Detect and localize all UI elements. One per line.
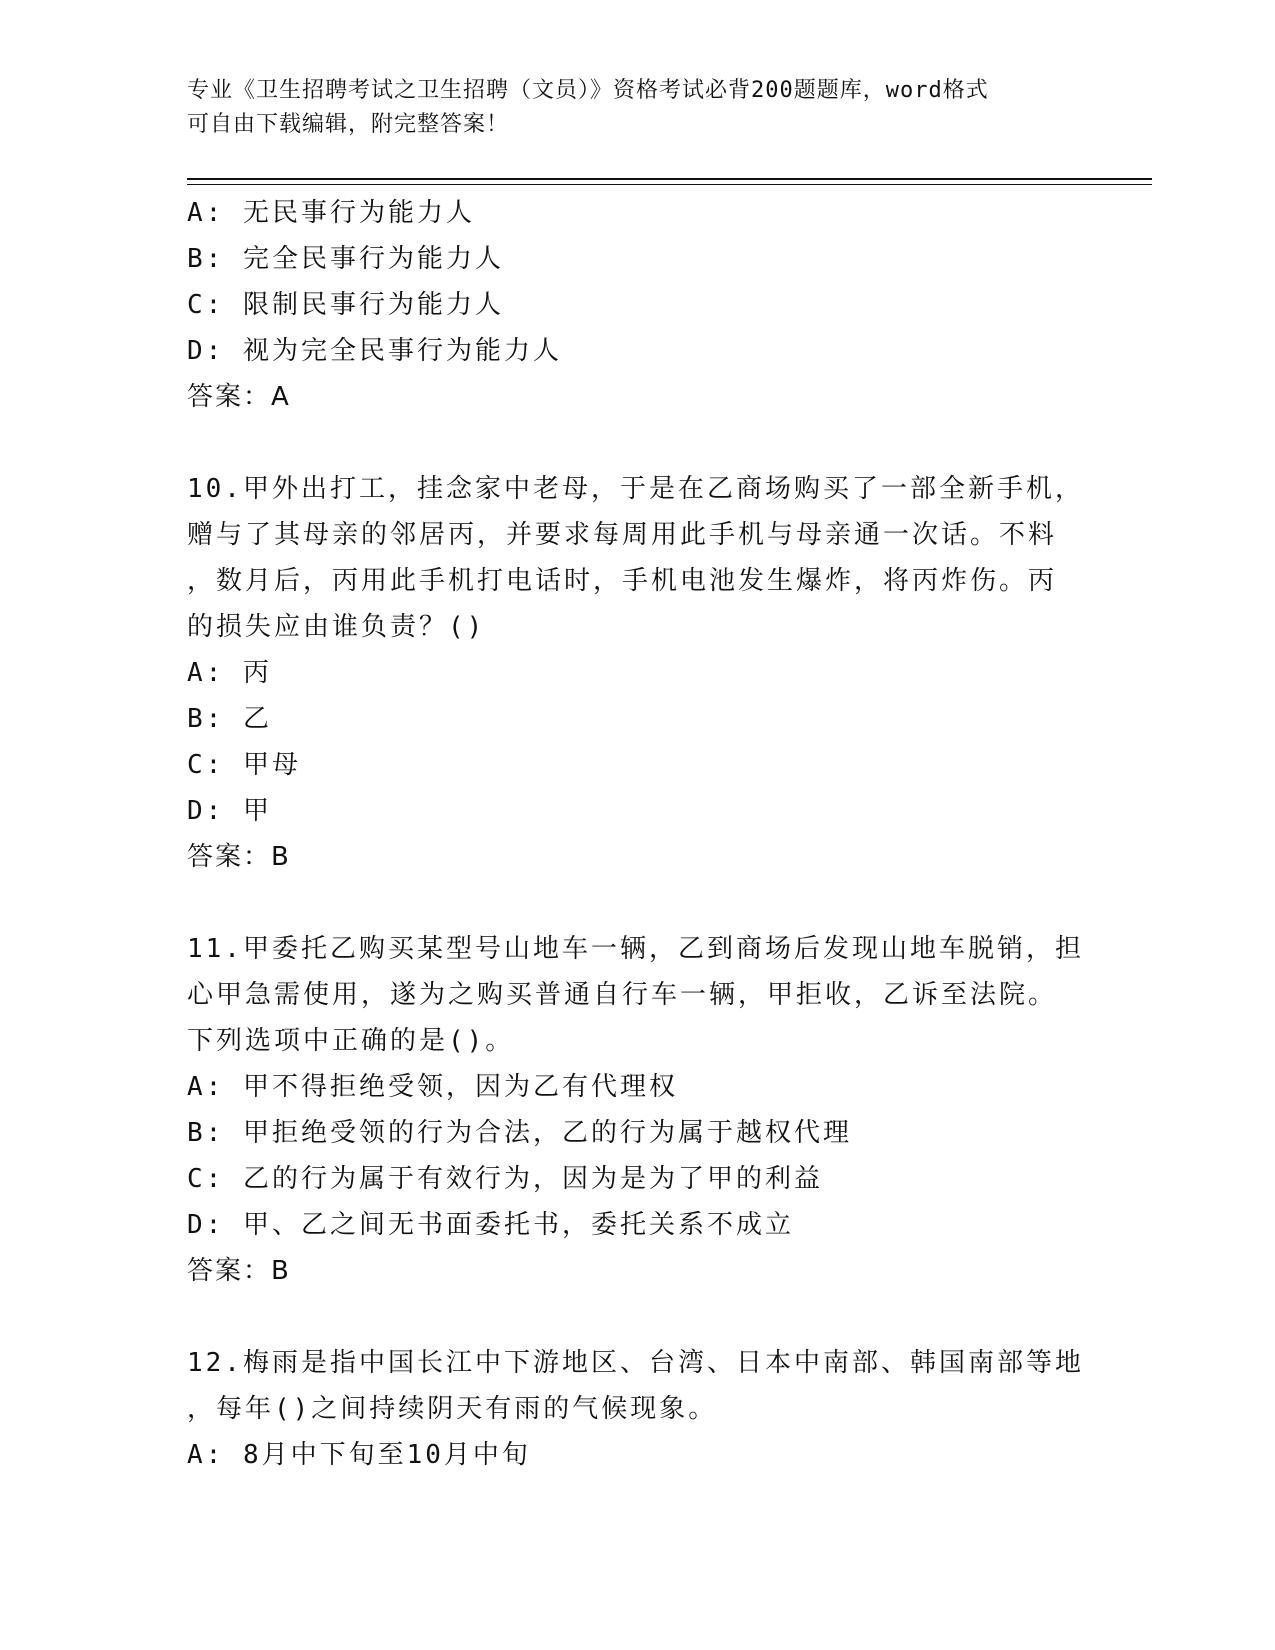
question-stem-line: 赠与了其母亲的邻居丙，并要求每周用此手机与母亲通一次话。不料 [187, 520, 1058, 550]
header-line-2: 可自由下载编辑，附完整答案！ [187, 112, 510, 137]
header-line-1: 专业《卫生招聘考试之卫生招聘（文员）》资格考试必背200题题库，word格式 [187, 78, 989, 103]
option-a: A: 8月中下旬至10月中旬 [187, 1440, 531, 1470]
option-a: A: 无民事行为能力人 [187, 198, 475, 228]
question-stem-line: 10.甲外出打工，挂念家中老母，于是在乙商场购买了一部全新手机， [187, 474, 1084, 504]
question-stem-line: 心甲急需使用，遂为之购买普通自行车一辆，甲拒收，乙诉至法院。 [187, 980, 1058, 1010]
header-rule-thick [187, 178, 1152, 180]
document-header [187, 74, 1087, 142]
question-12 [187, 1340, 1087, 1478]
question-stem-line: 下列选项中正确的是()。 [187, 1026, 515, 1056]
option-b: B: 完全民事行为能力人 [187, 244, 504, 274]
answer-label: 答案：B [187, 842, 291, 872]
question-list [187, 190, 1087, 1478]
option-d: D: 甲、乙之间无书面委托书，委托关系不成立 [187, 1210, 794, 1240]
question-stem-line: 的损失应由谁负责？() [187, 612, 486, 642]
question-stem-line: 11.甲委托乙购买某型号山地车一辆，乙到商场后发现山地车脱销，担 [187, 934, 1084, 964]
option-a: A: 甲不得拒绝受领，因为乙有代理权 [187, 1072, 678, 1102]
question-9 [187, 190, 1087, 420]
question-10 [187, 466, 1087, 880]
option-b: B: 乙 [187, 704, 272, 734]
answer-label: 答案：A [187, 382, 291, 412]
question-stem-line: ，数月后，丙用此手机打电话时，手机电池发生爆炸，将丙炸伤。丙 [187, 566, 1058, 596]
header-rule-thin [187, 184, 1152, 185]
spacer [187, 1294, 1087, 1340]
spacer [187, 420, 1087, 466]
question-stem-line: ，每年()之间持续阴天有雨的气候现象。 [187, 1394, 718, 1424]
option-a: A: 丙 [187, 658, 272, 688]
option-c: C: 乙的行为属于有效行为，因为是为了甲的利益 [187, 1164, 823, 1194]
option-c: C: 限制民事行为能力人 [187, 290, 504, 320]
spacer [187, 880, 1087, 926]
question-11 [187, 926, 1087, 1294]
option-d: D: 视为完全民事行为能力人 [187, 336, 562, 366]
answer-label: 答案：B [187, 1256, 291, 1286]
question-stem-line: 12.梅雨是指中国长江中下游地区、台湾、日本中南部、韩国南部等地 [187, 1348, 1084, 1378]
option-d: D: 甲 [187, 796, 272, 826]
option-c: C: 甲母 [187, 750, 301, 780]
option-b: B: 甲拒绝受领的行为合法，乙的行为属于越权代理 [187, 1118, 852, 1148]
